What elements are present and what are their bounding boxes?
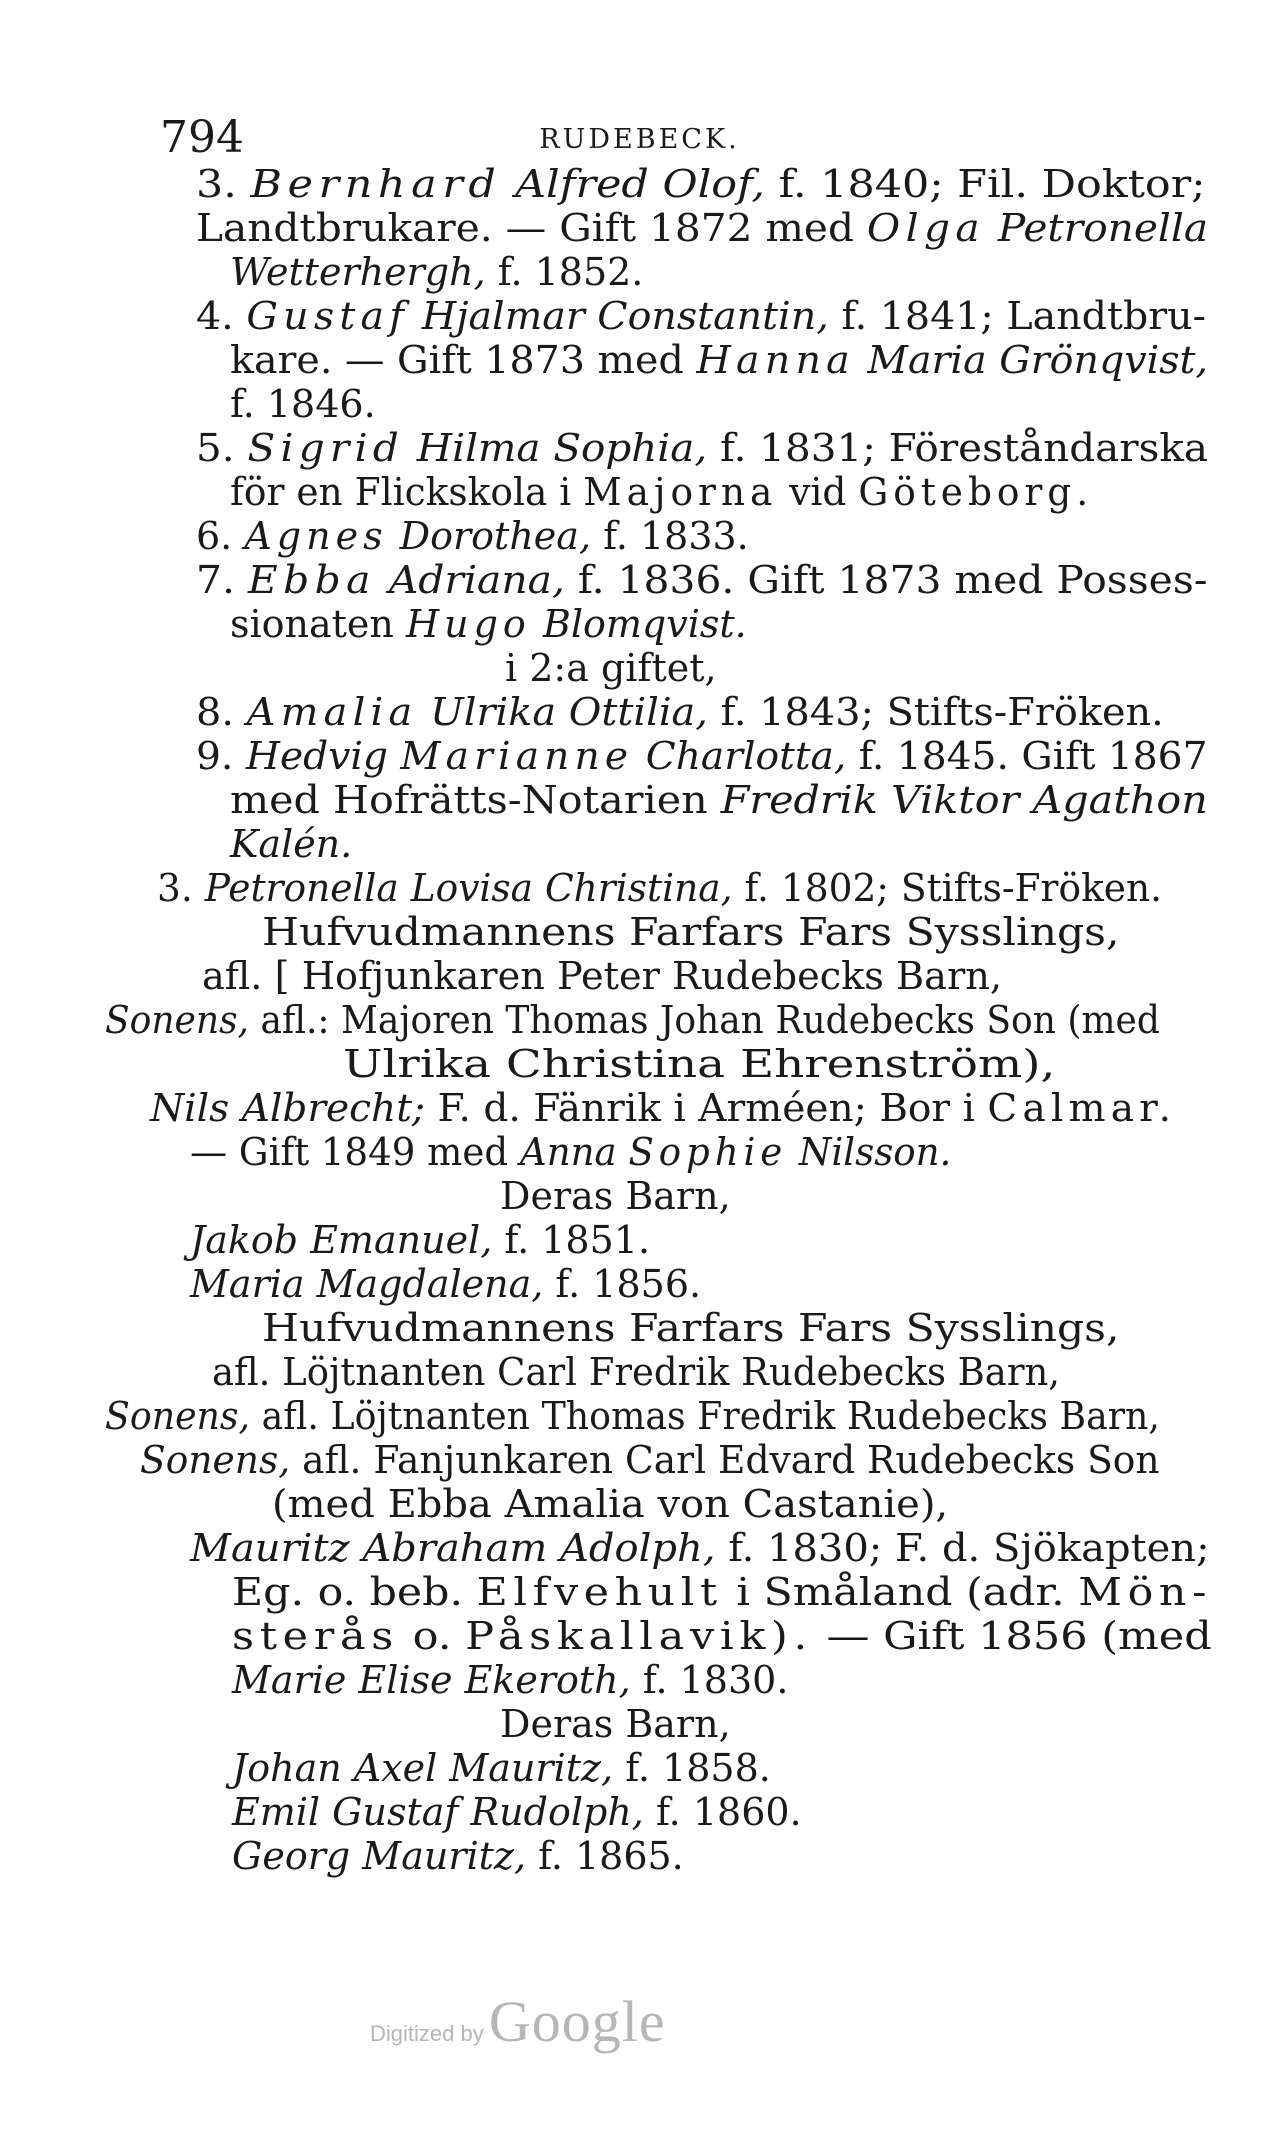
text-line xyxy=(196,734,1208,778)
text-segment: 4. xyxy=(196,294,247,338)
text-segment: vid xyxy=(777,470,859,514)
text-segment: Sonens, xyxy=(140,1438,291,1482)
text-segment xyxy=(985,206,998,250)
text-segment: sionaten xyxy=(230,602,406,646)
text-segment xyxy=(388,734,400,778)
text-segment: F. d. Fänrik i Arméen; Bor i xyxy=(425,1086,988,1130)
text-line xyxy=(196,294,1206,338)
text-segment: Elfvehult xyxy=(476,1570,723,1614)
text-line xyxy=(232,1834,684,1878)
text-line xyxy=(230,778,1208,822)
text-segment: 5. xyxy=(196,426,248,470)
text-segment: Hugo xyxy=(405,602,531,646)
text-segment: Olga xyxy=(866,206,985,250)
text-segment: för en Flickskola i xyxy=(230,470,584,514)
text-line xyxy=(262,910,1119,954)
text-segment: Jakob Emanuel, xyxy=(190,1218,493,1262)
text-segment: 8. xyxy=(196,690,247,734)
text-segment: Wetterhergh, xyxy=(230,250,486,294)
text-segment: f. 1856. xyxy=(543,1262,702,1306)
text-line xyxy=(230,470,1093,514)
text-segment xyxy=(617,1130,629,1174)
text-segment: Hufvudmannens Farfars Fars Sysslings, xyxy=(262,1306,1120,1350)
text-segment: Fredrik Viktor Agathon xyxy=(720,778,1208,822)
text-segment: f. 1860. xyxy=(643,1790,802,1834)
text-line xyxy=(105,1394,1160,1438)
text-segment: afl. Fanjunkaren Carl Edvard Rudebecks Son xyxy=(290,1438,1160,1482)
text-line xyxy=(105,998,1160,1042)
text-segment: Petronella Lovisa Christina, xyxy=(204,866,733,910)
text-segment xyxy=(633,734,645,778)
text-segment: Mauritz Abraham Adolph, xyxy=(190,1526,716,1570)
text-line xyxy=(232,1570,1212,1614)
text-segment: f. 1865. xyxy=(526,1834,684,1878)
text-segment: med Hofrätts-Notarien xyxy=(230,778,721,822)
text-segment: Sonens, xyxy=(105,998,250,1042)
text-segment: f. 1831; Föreståndarska xyxy=(707,426,1208,470)
text-segment: Göteborg. xyxy=(858,470,1094,514)
text-segment: Sophie xyxy=(628,1130,788,1174)
text-segment: Ebba xyxy=(247,558,376,602)
text-segment: Adriana, xyxy=(388,558,565,602)
text-segment: Gustaf xyxy=(246,294,410,338)
text-line xyxy=(232,1658,788,1702)
text-segment: Bernhard xyxy=(250,162,502,206)
text-segment: f. 1802; Stifts-Fröken. xyxy=(732,866,1163,910)
text-line xyxy=(190,1262,701,1306)
text-segment xyxy=(376,558,389,602)
text-segment: i Småland (adr. xyxy=(722,1570,1079,1614)
text-segment: Landtbrukare. — Gift 1872 med xyxy=(196,206,867,250)
text-segment: Majorna xyxy=(583,470,778,514)
text-line xyxy=(196,162,1206,206)
text-line xyxy=(272,1482,948,1526)
text-segment: afl. Löjtnanten Thomas Fredrik Rudebecks Barn, xyxy=(250,1394,1160,1438)
text-segment: 6. xyxy=(196,514,245,558)
text-segment: Sonens, xyxy=(105,1394,251,1438)
text-segment: i 2:a giftet, xyxy=(505,646,717,690)
text-segment: afl.: Majoren Thomas Johan Rudebecks Son (med xyxy=(249,998,1160,1042)
text-line xyxy=(196,690,1164,734)
text-segment: Nils Albrecht; xyxy=(150,1086,426,1130)
text-segment xyxy=(388,514,400,558)
text-line xyxy=(232,1614,1212,1658)
digitized-watermark xyxy=(370,1988,666,2055)
text-segment xyxy=(787,1130,799,1174)
text-segment: afl. Löjtnanten Carl Fredrik Rudebecks Barn, xyxy=(212,1350,1061,1394)
text-segment: 9. xyxy=(196,734,246,778)
text-line xyxy=(262,1306,1119,1350)
text-segment: Mön- xyxy=(1078,1570,1213,1614)
text-line xyxy=(230,822,352,866)
page-number: 794 xyxy=(160,112,244,163)
text-segment: Hedvig xyxy=(245,734,388,778)
text-segment: f. 1846. xyxy=(230,382,376,426)
text-segment: Nilsson. xyxy=(798,1130,952,1174)
text-line xyxy=(230,382,376,426)
digitized-by-text: Digitized by xyxy=(370,2021,484,2046)
text-segment: Emil Gustaf Rudolph, xyxy=(232,1790,644,1834)
text-segment: o. xyxy=(399,1614,466,1658)
text-line xyxy=(140,1438,1160,1482)
text-segment: — Gift 1856 (med xyxy=(812,1614,1212,1658)
text-segment xyxy=(531,602,543,646)
text-segment: Hjalmar Constantin, xyxy=(421,294,829,338)
text-segment: 3. xyxy=(157,866,205,910)
text-segment: Marie Elise Ekeroth, xyxy=(232,1658,631,1702)
text-line xyxy=(343,1042,1055,1086)
text-line xyxy=(196,558,1208,602)
text-line xyxy=(505,646,717,690)
text-segment: Alfred Olof, xyxy=(515,162,766,206)
text-segment: — Gift 1849 med xyxy=(190,1130,520,1174)
text-line xyxy=(157,866,1162,910)
text-line xyxy=(230,338,1208,382)
text-segment: f. 1858. xyxy=(613,1746,771,1790)
text-line xyxy=(202,954,1002,998)
text-segment: f. 1833. xyxy=(591,514,749,558)
text-segment: f. 1851. xyxy=(492,1218,651,1262)
text-segment: sterås xyxy=(232,1614,400,1658)
text-segment: Amalia xyxy=(246,690,418,734)
text-segment xyxy=(501,162,515,206)
text-line xyxy=(232,1746,771,1790)
text-segment: Maria Grönqvist, xyxy=(867,338,1208,382)
text-segment: Påskallavik). xyxy=(465,1614,813,1658)
text-line xyxy=(196,514,749,558)
text-segment: Hanna xyxy=(696,338,855,382)
text-line xyxy=(196,426,1208,470)
text-line xyxy=(232,1790,802,1834)
text-segment: f. 1852. xyxy=(485,250,644,294)
text-segment xyxy=(404,426,417,470)
text-segment: Dorothea, xyxy=(399,514,592,558)
text-segment: Johan Axel Mauritz, xyxy=(232,1746,614,1790)
text-line xyxy=(150,1086,1176,1130)
text-line xyxy=(190,1218,650,1262)
text-line xyxy=(230,602,747,646)
text-segment: Agnes xyxy=(244,514,388,558)
text-segment xyxy=(409,294,422,338)
text-segment: f. 1840; Fil. Doktor; xyxy=(765,162,1206,206)
text-line xyxy=(190,1526,1210,1570)
text-segment: Marianne xyxy=(400,734,634,778)
text-segment: kare. — Gift 1873 med xyxy=(230,338,697,382)
text-segment: afl. [ Hofjunkaren Peter Rudebecks Barn, xyxy=(202,954,1003,998)
text-segment: Ulrika Ottilia, xyxy=(430,690,708,734)
text-segment: f. 1830. xyxy=(630,1658,789,1702)
text-segment: Sigrid xyxy=(247,426,405,470)
text-line xyxy=(190,1130,951,1174)
text-segment: Petronella xyxy=(997,206,1209,250)
text-segment: Blomqvist. xyxy=(542,602,747,646)
text-segment: Deras Barn, xyxy=(500,1702,731,1746)
text-segment: f. 1841; Landtbru- xyxy=(828,294,1207,338)
text-line xyxy=(230,250,643,294)
text-segment: 7. xyxy=(196,558,248,602)
text-segment: f. 1845. Gift 1867 xyxy=(846,734,1208,778)
text-segment: Georg Mauritz, xyxy=(232,1834,527,1878)
text-segment: f. 1830; F. d. Sjökapten; xyxy=(715,1526,1210,1570)
text-segment xyxy=(855,338,868,382)
text-segment: f. 1836. Gift 1873 med Posses- xyxy=(564,558,1208,602)
text-line xyxy=(196,206,1208,250)
text-segment: 3. xyxy=(196,162,251,206)
text-segment: Ulrika Christina Ehrenström), xyxy=(343,1042,1056,1086)
text-segment: Eg. o. beb. xyxy=(232,1570,477,1614)
text-line xyxy=(500,1702,731,1746)
text-segment: Hilma Sophia, xyxy=(416,426,708,470)
text-segment: f. 1843; Stifts-Fröken. xyxy=(707,690,1164,734)
text-segment: Anna xyxy=(519,1130,617,1174)
text-segment: Deras Barn, xyxy=(500,1174,731,1218)
text-line xyxy=(500,1174,731,1218)
text-segment: Kalén. xyxy=(230,822,353,866)
text-segment xyxy=(418,690,431,734)
google-logo-text: Google xyxy=(488,1989,666,2054)
text-segment: Charlotta, xyxy=(645,734,847,778)
text-line xyxy=(212,1350,1060,1394)
text-segment: Hufvudmannens Farfars Fars Sysslings, xyxy=(262,910,1120,954)
text-segment: (med Ebba Amalia von Castanie), xyxy=(272,1482,949,1526)
text-segment: Calmar. xyxy=(987,1086,1177,1130)
running-title: RUDEBECK. xyxy=(539,124,740,155)
text-segment: Maria Magdalena, xyxy=(190,1262,544,1306)
